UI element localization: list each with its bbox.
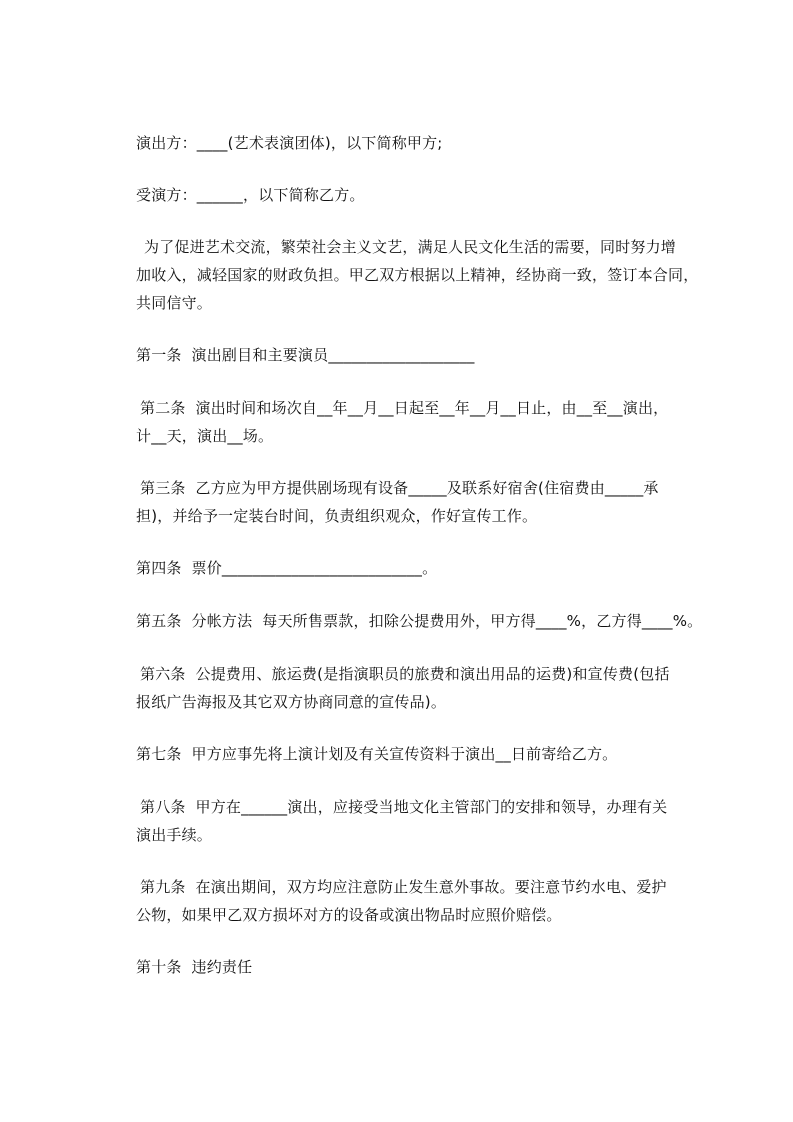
article-8-line-1: 第八条 甲方在______演出，应接受当地文化主管部门的安排和领导，办理有关: [140, 798, 668, 816]
article-9-line-1: 第九条 在演出期间，双方均应注意防止发生意外事故。要注意节约水电、爱护: [140, 878, 667, 896]
article-1: 第一条 演出剧目和主要演员___________________: [136, 346, 475, 364]
article-3-line-1: 第三条 乙方应为甲方提供剧场现有设备_____及联系好宿舍(住宿费由_____承: [140, 479, 659, 497]
party-a-line: 演出方：____(艺术表演团体)，以下简称甲方;: [136, 134, 443, 152]
article-9-line-2: 公物，如果甲乙双方损坏对方的设备或演出物品时应照价赔偿。: [136, 906, 562, 924]
article-3-line-2: 担)，并给予一定装台时间，负责组织观众，作好宣传工作。: [136, 507, 538, 525]
article-8-line-2: 演出手续。: [136, 826, 213, 844]
article-6-line-1: 第六条 公提费用、旅运费(是指演职员的旅费和演出用品的运费)和宣传费(包括: [140, 665, 670, 683]
preamble-line-1: 为了促进艺术交流，繁荣社会主义文艺，满足人民文化生活的需要，同时努力增: [144, 238, 677, 256]
preamble-line-2: 加收入，减轻国家的财政负担。甲乙双方根据以上精神，经协商一致，签订本合同，: [136, 266, 699, 284]
preamble-line-3: 共同信守。: [136, 294, 213, 312]
article-4: 第四条 票价__________________________。: [136, 559, 438, 577]
article-2-line-2: 计__天，演出__场。: [136, 427, 274, 445]
article-2-line-1: 第二条 演出时间和场次自__年__月__日起至__年__月__日止，由__至__演出，: [140, 399, 669, 417]
article-10: 第十条 违约责任: [136, 958, 253, 976]
article-6-line-2: 报纸广告海报及其它双方协商同意的宣传品)。: [136, 693, 447, 711]
article-5: 第五条 分帐方法 每天所售票款，扣除公提费用外，甲方得____%，乙方得____%。: [136, 612, 703, 630]
party-b-line: 受演方：______，以下简称乙方。: [136, 186, 365, 204]
article-7: 第七条 甲方应事先将上演计划及有关宣传资料于演出__日前寄给乙方。: [136, 745, 618, 763]
